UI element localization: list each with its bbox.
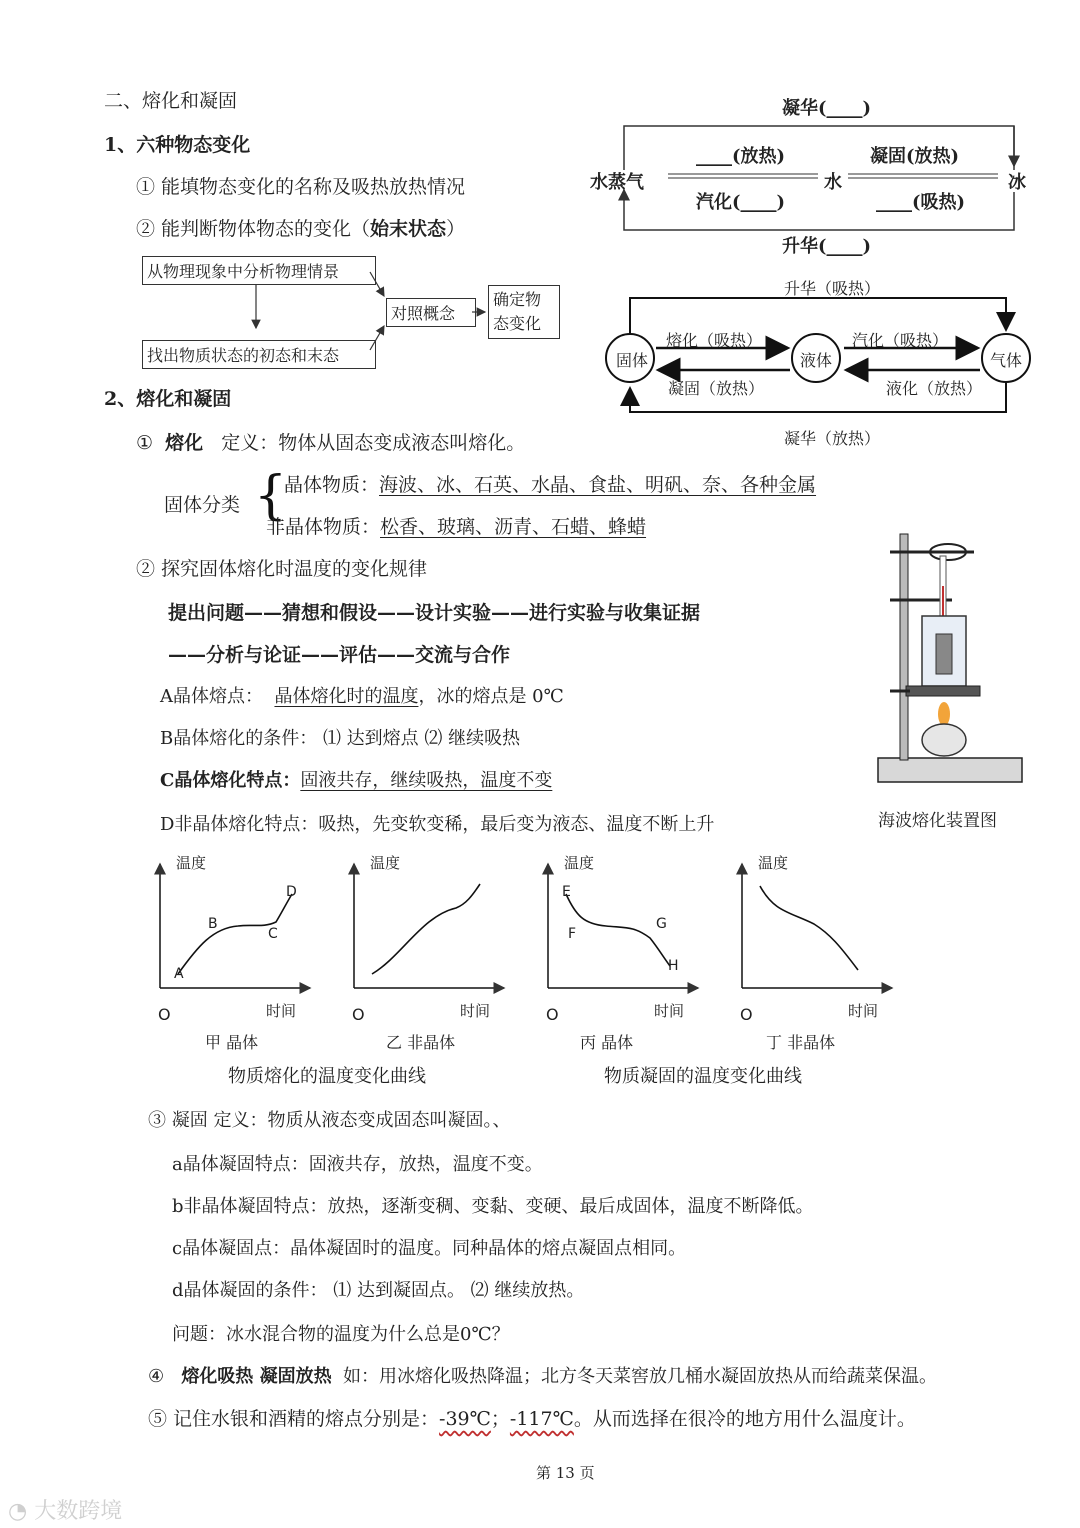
watermark-logo-icon: ◔ <box>8 1499 28 1524</box>
diagram1-vapor: 水蒸气 <box>590 172 644 193</box>
objective-2: ② 能判断物体物态的变化（始末状态） <box>136 218 466 240</box>
graph-3-point-F: F <box>568 926 577 942</box>
graph-3-point-H: H <box>668 958 679 974</box>
graph-1-ylabel: 温度 <box>176 854 207 872</box>
melt-condition-row: B晶体熔化的条件： ⑴ 达到熔点 ⑵ 继续吸热 <box>160 728 521 749</box>
graph-caption-c: 丙 晶体 <box>580 1033 634 1052</box>
diagram2-deposition: 凝华（放热） <box>784 429 881 448</box>
inquiry-steps-1: 提出问题——猜想和假设——设计实验——进行实验与收集证据 <box>168 602 701 624</box>
noncrystal-row: 非晶体物质：松香、玻璃、沥青、石蜡、蜂蜡 <box>266 516 647 538</box>
item-4: ④ 熔化吸热 凝固放热 如：用冰熔化吸热降温；北方冬天菜窖放几桶水凝固放热从而给蔬菜保温。 <box>148 1366 938 1387</box>
graph-2-origin: O <box>352 1005 365 1024</box>
subsection-1-title: 1、六种物态变化 <box>104 134 251 156</box>
graph-3-point-E: E <box>562 884 571 900</box>
watermark: ◔ 大数跨境 <box>8 1499 123 1524</box>
diagram1-ice: 冰 <box>1008 172 1026 193</box>
noncrystal-melt-row: D非晶体熔化特点：吸热，先变软变稀，最后变为液态、温度不断上升 <box>160 814 715 835</box>
solidify-b: b非晶体凝固特点：放热，逐渐变稠、变黏、变硬、最后成固体，温度不断降低。 <box>172 1196 814 1217</box>
graph-3-xlabel: 时间 <box>654 1002 685 1020</box>
graph-caption-d: 丁 非晶体 <box>766 1033 836 1052</box>
section-title: 二、熔化和凝固 <box>104 90 238 112</box>
page-number: 第 13 页 <box>536 1464 595 1482</box>
graph-2-ylabel: 温度 <box>370 854 401 872</box>
apparatus-illustration <box>870 526 1030 796</box>
graph-4-ylabel: 温度 <box>758 854 789 872</box>
graph-4-curve <box>760 886 858 970</box>
solidify-d: d晶体凝固的条件： ⑴ 达到凝固点。 ⑵ 继续放热。 <box>172 1280 585 1301</box>
item-5: ⑤ 记住水银和酒精的熔点分别是：-39℃；-117℃。从而选择在很冷的地方用什么温度计。 <box>148 1408 916 1430</box>
graph-3-ylabel: 温度 <box>564 854 595 872</box>
diagram2-liquefy: 液化（放热） <box>886 379 983 398</box>
diagram2-melt: 熔化（吸热） <box>666 331 763 350</box>
diagram1-bottom-label: 升华(____) <box>782 236 872 257</box>
crystal-row: 晶体物质：海波、冰、石英、水晶、食盐、明矾、奈、各种金属 <box>284 474 817 496</box>
apparatus-caption: 海波熔化装置图 <box>878 811 997 831</box>
melting-point-row: A晶体熔点： 晶体熔化时的温度，冰的熔点是 0℃ <box>160 686 564 707</box>
temperature-curves <box>140 846 900 1056</box>
melt-definition: ① 熔化 定义：物体从固态变成液态叫熔化。 <box>136 432 526 454</box>
melt-curves-caption: 物质熔化的温度变化曲线 <box>228 1066 426 1087</box>
graph-2-xlabel: 时间 <box>460 1002 491 1020</box>
diagram2-solid: 固体 <box>616 351 649 370</box>
graph-2-curve <box>372 884 480 974</box>
explore-title: ② 探究固体熔化时温度的变化规律 <box>136 558 428 580</box>
solidify-c: c晶体凝固点：晶体凝固时的温度。同种晶体的熔点凝固点相同。 <box>172 1238 687 1259</box>
brace-icon: { <box>254 466 288 526</box>
solid-classification-label: 固体分类 <box>164 494 241 516</box>
graph-caption-b: 乙 非晶体 <box>386 1033 456 1052</box>
diagram1-upper-right: 凝固(放热) <box>870 146 960 167</box>
subsection-2-title: 2、熔化和凝固 <box>104 388 232 410</box>
graph-1-point-C: C <box>268 926 278 942</box>
graph-3-origin: O <box>546 1005 559 1024</box>
graph-3-curve <box>566 894 670 966</box>
diagram2-liquid: 液体 <box>800 351 833 370</box>
graph-1-origin: O <box>158 1005 171 1024</box>
diagram1-top-label: 凝华(____) <box>782 98 872 119</box>
graph-1-point-D: D <box>286 884 297 900</box>
graph-1-point-B: B <box>208 916 218 932</box>
solidify-definition: ③ 凝固 定义：物质从液态变成固态叫凝固。、 <box>148 1110 511 1131</box>
melt-feature-row: C晶体熔化特点：固液共存，继续吸热，温度不变 <box>160 770 553 791</box>
diagram1-water: 水 <box>824 172 842 193</box>
diagram1-upper-left: ____(放热) <box>696 146 786 167</box>
flow-box-determine: 确定物 态变化 <box>488 285 560 339</box>
diagram2-sublimation: 升华（吸热） <box>784 279 881 298</box>
graph-4-origin: O <box>740 1005 753 1024</box>
diagram1-lower-right: ____(吸热) <box>876 192 966 213</box>
diagram2-vaporize: 汽化（吸热） <box>852 331 949 350</box>
graph-4-xlabel: 时间 <box>848 1002 879 1020</box>
objective-1: ① 能填物态变化的名称及吸热放热情况 <box>136 176 466 198</box>
graph-1-point-A: A <box>174 966 184 982</box>
flow-box-states: 找出物质状态的初态和末态 <box>142 340 376 369</box>
graph-3-point-G: G <box>656 916 667 932</box>
inquiry-steps-2: ——分析与论证——评估——交流与合作 <box>168 644 511 666</box>
flow-box-analyze: 从物理现象中分析物理情景 <box>142 256 376 285</box>
flow-box-compare: 对照概念 <box>386 298 476 327</box>
diagram2-gas: 气体 <box>990 351 1023 370</box>
graph-caption-a: 甲 晶体 <box>205 1033 259 1052</box>
graph-1-xlabel: 时间 <box>266 1002 297 1020</box>
solidify-question: 问题：冰水混合物的温度为什么总是0℃？ <box>172 1324 510 1345</box>
diagram2-freeze: 凝固（放热） <box>668 379 765 398</box>
diagram1-lower-left: 汽化(____) <box>696 192 786 213</box>
solidify-curves-caption: 物质凝固的温度变化曲线 <box>604 1066 802 1087</box>
solidify-a: a晶体凝固特点：固液共存，放热，温度不变。 <box>172 1154 543 1175</box>
